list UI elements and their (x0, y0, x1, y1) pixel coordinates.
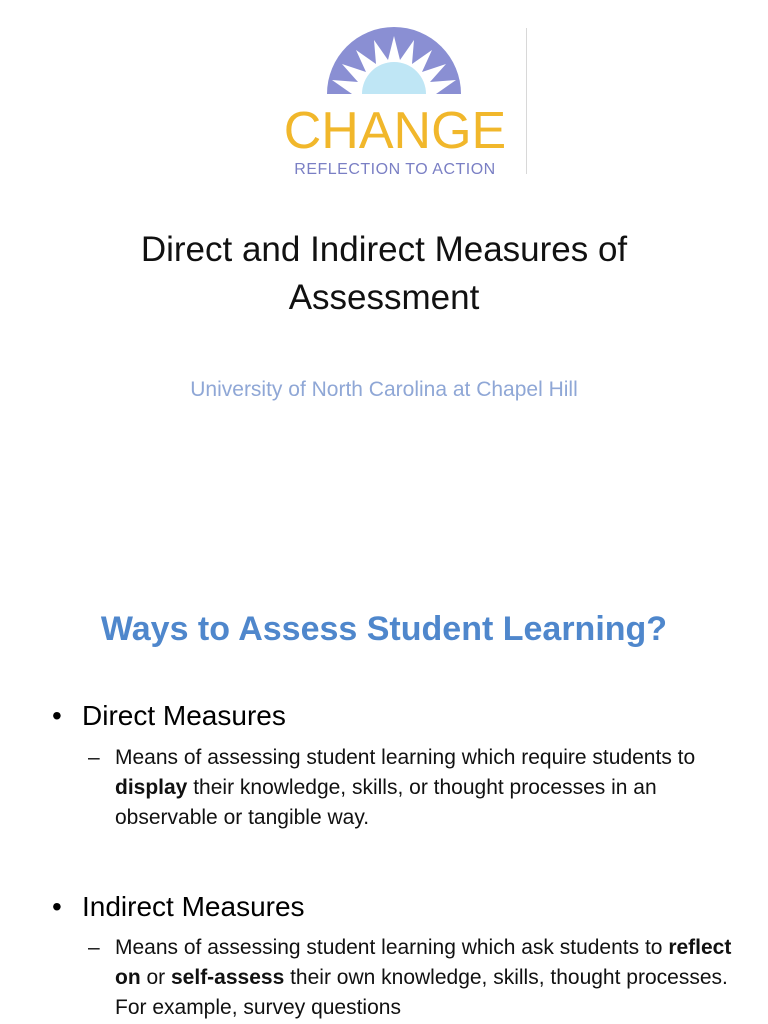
text-run: their own knowledge, skills, thought processes. For example, survey questions (115, 966, 728, 1019)
text-run: Means of assessing student learning which ask students to (115, 936, 669, 959)
bold-term: reflect on (115, 936, 732, 989)
sub-bullet-indirect (88, 933, 748, 1023)
slide-heading: Ways to Assess Student Learning? (100, 610, 668, 648)
logo-divider (526, 28, 527, 174)
change-logo (262, 22, 528, 182)
dash-icon: – (88, 746, 100, 769)
title-line-2: Assessment (288, 278, 480, 317)
sub-bullet-text (88, 743, 748, 833)
slide-subtitle: University of North Carolina at Chapel Hill (190, 378, 578, 401)
bullet-indirect-measures (52, 889, 752, 925)
text-run: their knowledge, skills, or thought processes in an observable or tangible way. (115, 776, 657, 829)
bold-term: self-assess (171, 966, 285, 989)
sub-bullet-text (88, 933, 748, 1023)
text-run: Means of assessing student learning which require students to (115, 746, 696, 769)
sun-logo-icon (262, 22, 528, 182)
bullet-icon: • (52, 891, 62, 922)
bullet-direct-measures (52, 698, 752, 734)
content-slide (0, 545, 768, 1024)
logo-tagline: REFLECTION TO ACTION (294, 161, 496, 178)
bold-term: display (115, 776, 188, 799)
bullet-label: Direct Measures (82, 700, 286, 731)
bullet-icon: • (52, 700, 62, 731)
slide-title (40, 226, 728, 322)
bullet-label: Indirect Measures (82, 891, 305, 922)
dash-icon: – (88, 936, 100, 959)
logo-wordmark: CHANGE (283, 102, 507, 160)
title-line-1: Direct and Indirect Measures of (140, 230, 628, 269)
text-run: or (140, 966, 171, 989)
sub-bullet-direct (88, 743, 748, 833)
